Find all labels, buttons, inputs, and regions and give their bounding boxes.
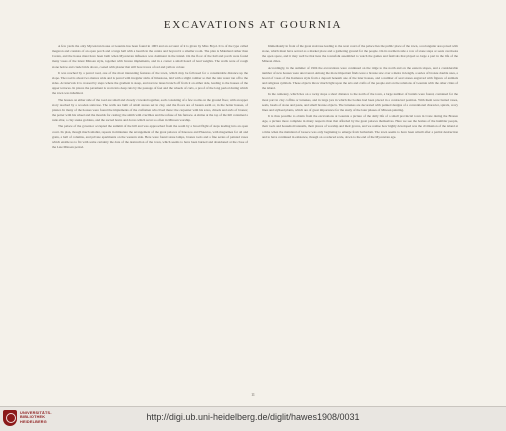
paragraph: It was reached by a paved road, one of the most interesting features of the town, which may be followed for a considerable distance up the slope. The road is about two metres wide and is paved with irregular slabs of limestone, laid with a slight camber so that the rain water ran off to the sides. At intervals it is crossed by steps where the gradient is steep, and narrow lanes branch off from it on either side, leading to the houses of the upper terraces. In places the pavement is worn into deep ruts by the passage of feet and the wheels of carts, a proof of the long period during which the town was inhabited. (52, 70, 248, 96)
text-column-left (52, 44, 248, 389)
paragraph: Immediately in front of the great staircase leading to the west court of the palace lies the public place of the town, a rectangular area paved with stone, which must have served as a market place and a gathering ground for the people. On its northern side a row of stone steps or seats overlooks the open space, and it may well be that here the townsfolk assembled to watch the games and festivals that played so large a part in the life of the Minoan cities. (262, 44, 458, 64)
logo-line: HEIDELBERG (20, 419, 47, 424)
page-number: 11 (251, 392, 255, 397)
page-title: EXCAVATIONS AT GOURNIA (163, 19, 343, 31)
doi-link[interactable]: http://digi.ub.uni-heidelberg.de/diglit/hawes1908/0031 (146, 412, 360, 422)
logo-line: UNIVERSITÄTS- (20, 410, 52, 415)
paragraph: In the cemetery, which lies on a rocky slope a short distance to the north of the town, a large number of burials were found, contained for the most part in clay coffins or larnakes, and in large jars in which the bodies had been placed in a contracted position. With them were buried vases, seals, beads of stone and paste, and small bronze objects. The larnakes are decorated with painted designs of a conventional character, spirals, wavy lines and stylised plants, which are of great importance for the study of the later phases of Minoan painting. (262, 92, 458, 112)
paragraph: It is thus possible to obtain from the excavations at Gournia a picture of the daily life of a small provincial town in Crete during the Bronze Age, a picture more complete in many respects than that afforded by the great palaces themselves. Here we see the homes of the humbler people, their tools and household utensils, their places of worship and their graves, and we realise how highly developed was the civilisation of the island at a time when the mainland of Greece was only beginning to emerge from barbarism. The town seems to have been rebuilt after a partial destruction and to have continued in existence, though on a reduced scale, down to the end of the Mycenæan age. (262, 114, 458, 139)
text-column-right (262, 44, 458, 389)
paragraph: Accordingly, in the summer of 1904 the excavations were continued on the ridge to the north and on the eastern slopes, and a considerable number of new houses were uncovered. Among the more important finds were a bronze saw over a metre in length, a series of bronze double axes, a hoard of vases of the Kamares style from a deposit beneath one of the later houses, and a number of seal stones engraved with figures of animals and religious symbols. These objects throw much light upon the arts and crafts of the people and on the relations of Gournia with the other cities of the island. (262, 65, 458, 91)
paragraph: A few yards the only Mycenæan house at Gournia has been found in 1903 and an account of it is given by Miss Boyd. It is of the type called megaron and consists of an open porch and a large hall with a hearth in the centre and beyond it a smaller room. The plan is Mainland rather than Cretan, and the house must have been built when Mycenæan influence was dominant in the island. On the floor of the hall and porch were found many vases of the latest Minoan style, together with bronze implements, and in a corner a small hoard of lead weights. The walls were of rough stone below and crude brick above, coated with plaster that still bore traces of red and yellow colour. (52, 44, 248, 69)
logo-line: BIBLIOTHEK (20, 415, 46, 420)
paragraph: The palace of the governor occupied the summit of the hill and was approached from the south by a broad flight of steps leading into an open court. Its plan, though much smaller, repeats in miniature the arrangement of the great palaces of Knossos and Phaestos, with magazines for oil and grain, a hall of columns, and private apartments on the western side. Here were found stone lamps, bronze tools and a fine series of painted vases which enable us to fix with some certainty the date of the destruction of the town, which seems to have been burned and abandoned at the close of the Late Minoan period. (52, 124, 248, 149)
paragraph: The houses on either side of the road are small and closely crowded together, each consisting of a few rooms on the ground floor, with an upper story reached by a wooden staircase. The walls are built of small stones set in clay, and the floors are of beaten earth or, in the better houses, of plaster. In many of the houses were found the implements of the craftsmen who lived there: the carpenter with his saws, chisels and awls of bronze; the potter with his wheel and the moulds for casting; the smith with crucibles and the refuse of his furnace. A shrine at the top of the hill contained a rude altar, a clay snake goddess, and the sacred horns and doves which recur so often in Minoan worship. (52, 97, 248, 123)
